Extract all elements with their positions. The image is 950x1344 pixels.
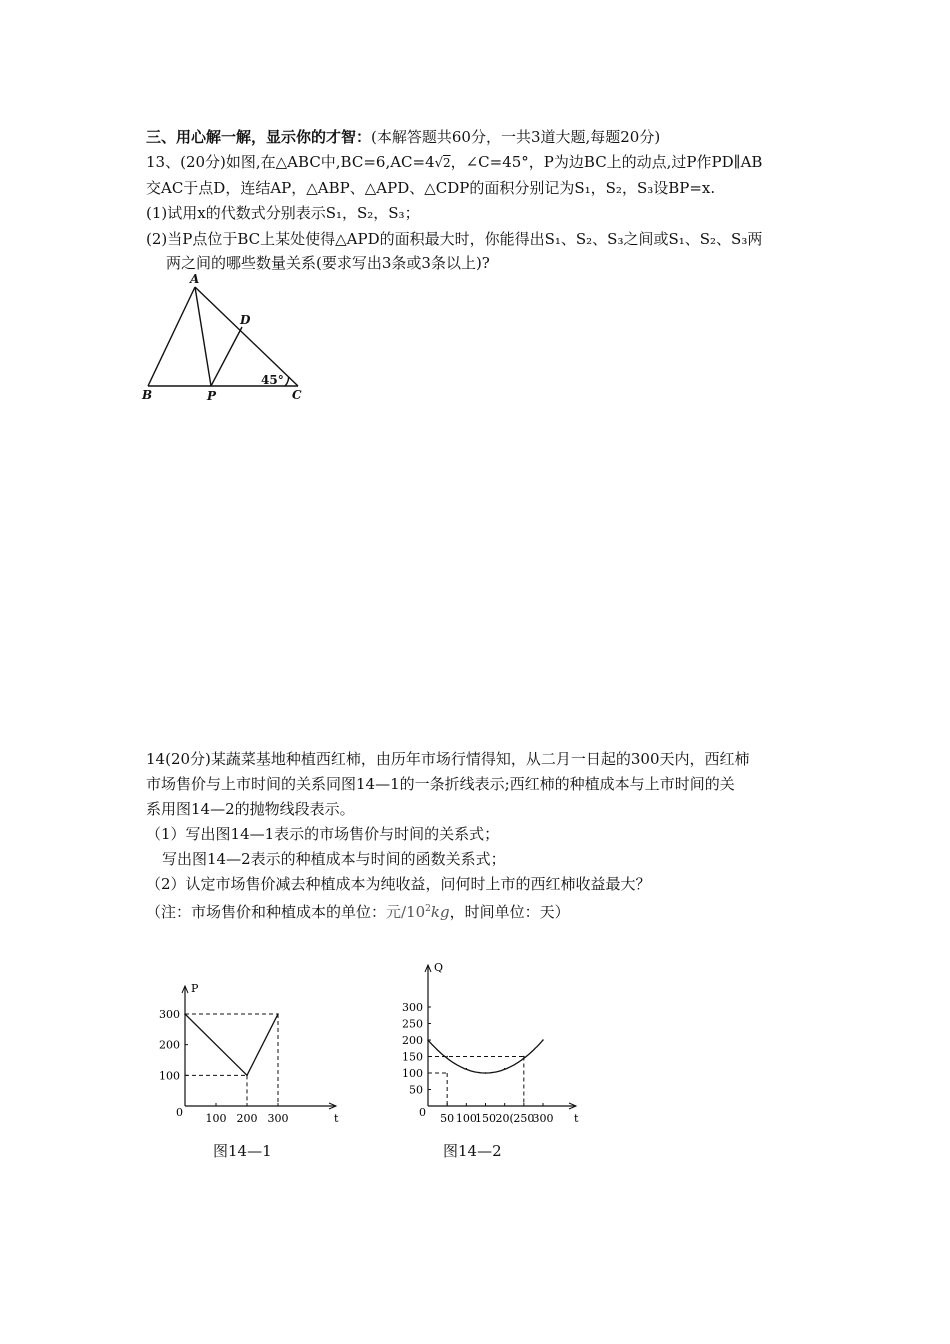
label-P: P: [207, 389, 217, 402]
label-A: A: [190, 272, 200, 286]
q14-line4: （1）写出图14—1表示的市场售价与时间的关系式；: [146, 825, 500, 843]
q14-line7-text: （注：市场售价和种植成本的单位：: [146, 903, 387, 921]
x-tick-label: 100: [205, 1112, 227, 1125]
side-AC: [195, 287, 298, 386]
chart-14-2: [390, 950, 590, 1130]
y-tick-label: 150: [402, 1050, 423, 1064]
x-tick-label: 50: [440, 1112, 455, 1125]
x-tick-label: 100: [455, 1112, 477, 1125]
data-point: [427, 1039, 429, 1041]
angle-arc: [285, 377, 289, 386]
section-heading: [146, 126, 660, 148]
q13-line3: (1)试用x的代数式分别表示S₁，S₂，S₃；: [146, 204, 420, 222]
data-point: [466, 1068, 468, 1070]
data-point: [246, 1075, 248, 1077]
label-D: D: [240, 313, 251, 327]
data-series-line: [185, 1014, 278, 1075]
segment-PD: [211, 327, 242, 386]
section-note: (本解答题共60分，一共3道大题,每题20分): [371, 128, 661, 146]
q13-line1: [146, 151, 762, 175]
origin-label: 0: [176, 1106, 183, 1119]
triangle-figure: [138, 272, 313, 402]
unit-yuan: 元/10: [386, 903, 426, 921]
x-tick-label: 20(: [495, 1112, 514, 1125]
q13-line4: (2)当P点位于BC上某处使得△APD的面积最大时，你能得出S₁、S₂、S₃之间或S₁、S₂、S₃两: [146, 230, 763, 248]
chart-14-1-caption: 图14—1: [213, 1142, 272, 1160]
data-point: [184, 1013, 186, 1015]
label-C: C: [292, 388, 302, 402]
x-tick-label: 300: [532, 1112, 554, 1125]
x-tick-label: 150: [475, 1112, 496, 1125]
data-point: [542, 1039, 544, 1041]
y-tick-label: 300: [402, 1001, 423, 1014]
q14-line6: （2）认定市场售价减去种植成本为纯收益，问何时上市的西红柿收益最大？: [146, 875, 651, 893]
data-point: [277, 1013, 279, 1015]
side-AB: [148, 287, 195, 386]
q14-line1: 14(20分)某蔬菜基地种植西红柿，由历年市场行情得知，从二月一日起的300天内，西红柿: [146, 750, 750, 768]
x-tick-label: 300: [267, 1112, 289, 1125]
y-tick-label: 300: [159, 1008, 180, 1021]
x-axis-label: t: [574, 1112, 579, 1125]
q13-line2: 交AC于点D，连结AP，△ABP、△APD、△CDP的面积分别记为S₁，S₂，S₃设BP=x.: [146, 179, 716, 197]
unit-exp: 2: [425, 904, 431, 914]
q14-line5: 写出图14—2表示的种植成本与时间的函数关系式；: [162, 850, 506, 868]
label-B: B: [142, 388, 153, 402]
x-axis-label: t: [334, 1112, 339, 1125]
q13-line5: 两之间的哪些数量关系(要求写出3条或3条以上)?: [166, 254, 490, 272]
data-point: [446, 1056, 448, 1058]
q13-line1-text: 13、(20分)如图,在△ABC中,BC=6,AC=4: [146, 153, 435, 171]
x-tick-label: 250: [513, 1112, 535, 1125]
y-axis-label: Q: [434, 961, 444, 974]
q13-line1-text-b: ，∠C=45°，P为边BC上的动点,过P作PD∥AB: [450, 153, 763, 171]
data-point: [523, 1056, 525, 1058]
chart-14-1: [150, 965, 350, 1130]
q14-line7: [146, 898, 570, 923]
origin-label: 0: [419, 1106, 426, 1119]
x-tick-label: 200: [236, 1112, 258, 1125]
y-tick-label: 100: [402, 1067, 423, 1080]
angle-label: 45°: [261, 373, 284, 387]
y-tick-label: 50: [409, 1083, 423, 1097]
q14-line7-text-b: ，时间单位：天）: [449, 903, 570, 921]
unit-kg: kg: [430, 903, 450, 921]
q14-line2: 市场售价与上市时间的关系同图14—1的一条折线表示;西红柿的种植成本与上市时间的关: [146, 775, 735, 793]
section-title: 三、用心解一解，显示你的才智：: [146, 128, 372, 146]
q14-line3: 系用图14—2的抛物线段表示。: [146, 800, 355, 818]
radical-sign: √: [434, 156, 443, 171]
chart-14-2-caption: 图14—2: [443, 1142, 502, 1160]
y-tick-label: 200: [402, 1034, 423, 1047]
y-tick-label: 250: [402, 1017, 423, 1031]
y-axis-label: P: [191, 982, 199, 995]
y-tick-label: 100: [159, 1069, 180, 1083]
segment-AP: [195, 287, 211, 386]
data-point: [485, 1072, 487, 1074]
data-point: [504, 1068, 506, 1070]
radical-value: 2: [442, 156, 451, 170]
y-tick-label: 200: [159, 1038, 180, 1052]
